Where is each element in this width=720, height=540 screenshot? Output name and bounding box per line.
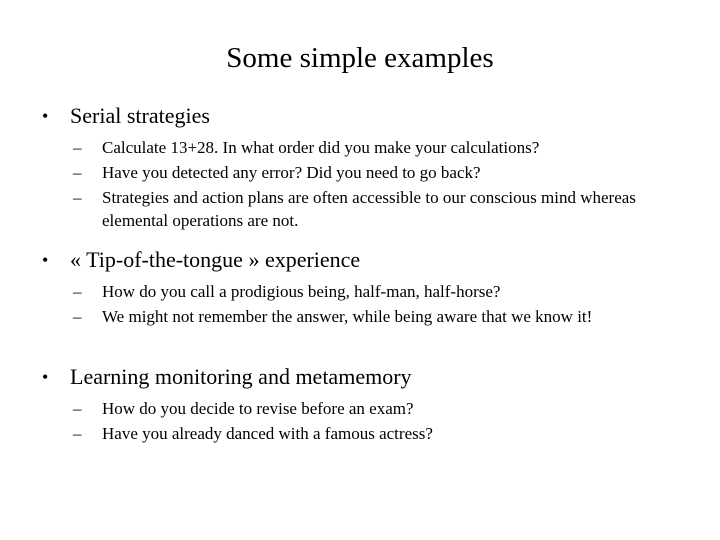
sub-item-text: Have you already danced with a famous actress? <box>102 424 433 443</box>
dash-icon: – <box>73 307 82 326</box>
bullet-dot-icon: • <box>42 106 49 126</box>
bullet-heading-text: Serial strategies <box>70 103 210 128</box>
sub-item-text: How do you call a prodigious being, half-man, half-horse? <box>102 282 501 301</box>
sub-item <box>0 422 720 445</box>
sub-item-text: We might not remember the answer, while being aware that we know it! <box>102 307 593 326</box>
sub-list <box>0 397 720 445</box>
dash-icon: – <box>73 163 82 182</box>
bullet-dot-icon: • <box>42 367 49 387</box>
slide-title: Some simple examples <box>226 42 494 74</box>
bullet-dot-icon: • <box>42 250 49 270</box>
dash-icon: – <box>73 282 82 301</box>
sub-item-text: Strategies and action plans are often accessible to our conscious mind whereas elemental operations are not. <box>102 188 636 230</box>
bullet-heading <box>0 101 720 131</box>
sub-item-text: Calculate 13+28. In what order did you make your calculations? <box>102 138 540 157</box>
dash-icon: – <box>73 188 82 207</box>
section-tip-of-the-tongue <box>0 245 720 328</box>
sub-item <box>0 136 720 159</box>
bullet-heading <box>0 362 720 392</box>
sub-list <box>0 280 720 328</box>
section-learning-monitoring <box>0 362 720 445</box>
sub-item-text: How do you decide to revise before an exam? <box>102 399 414 418</box>
bullet-heading-text: Learning monitoring and metamemory <box>70 364 412 389</box>
sub-item <box>0 161 720 184</box>
dash-icon: – <box>73 138 82 157</box>
bullet-heading <box>0 245 720 275</box>
sub-item <box>0 305 720 328</box>
sub-list <box>0 136 720 232</box>
section-serial-strategies <box>0 101 720 232</box>
sub-item <box>0 397 720 420</box>
sub-item-text: Have you detected any error? Did you need to go back? <box>102 163 481 182</box>
dash-icon: – <box>73 399 82 418</box>
sub-item <box>0 186 720 232</box>
dash-icon: – <box>73 424 82 443</box>
bullet-heading-text: « Tip-of-the-tongue » experience <box>70 247 361 272</box>
sub-item <box>0 280 720 303</box>
